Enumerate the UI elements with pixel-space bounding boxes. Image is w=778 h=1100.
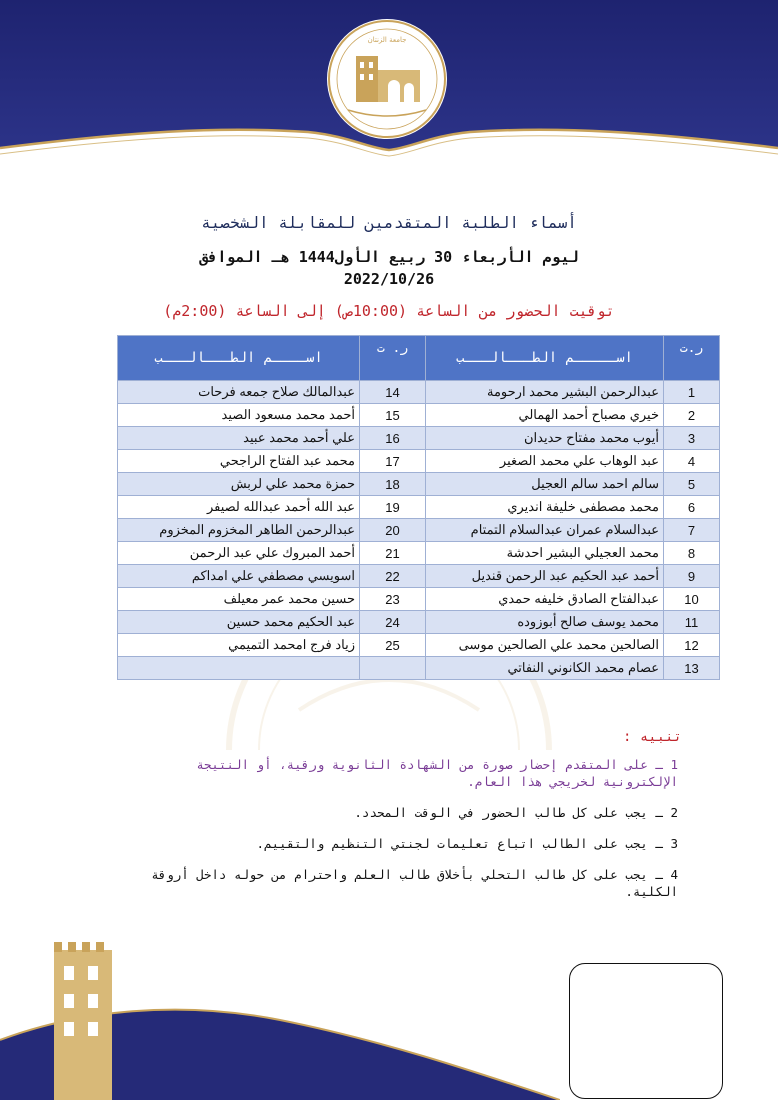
student-name: عبدالفتاح الصادق خليفه حمدي xyxy=(426,588,664,611)
row-number: 10 xyxy=(664,588,720,611)
student-name: عبد الوهاب علي محمد الصغير xyxy=(426,450,664,473)
row-number: 21 xyxy=(360,542,426,565)
row-number: 24 xyxy=(360,611,426,634)
row-number: 5 xyxy=(664,473,720,496)
row-number: 8 xyxy=(664,542,720,565)
row-number: 22 xyxy=(360,565,426,588)
table-row xyxy=(118,542,720,565)
student-name: أحمد محمد مسعود الصيد xyxy=(118,404,360,427)
table-row xyxy=(118,496,720,519)
row-number: 16 xyxy=(360,427,426,450)
notice-title: تنبيه : xyxy=(622,729,682,745)
table-row xyxy=(118,588,720,611)
notice-item: 3 ـ يجب على الطالب اتباع تعليمات لجنتي التنظيم والتقييم. xyxy=(256,836,678,851)
student-name: زياد فرج امحمد التميمي xyxy=(118,634,360,657)
table-row xyxy=(118,381,720,404)
row-number: 12 xyxy=(664,634,720,657)
student-name: سالم احمد سالم العجيل xyxy=(426,473,664,496)
header-name-left: اســــم الطـــالـــب xyxy=(118,336,360,381)
student-name: محمد عبد الفتاح الراجحي xyxy=(118,450,360,473)
table-row xyxy=(118,565,720,588)
student-name: محمد مصطفى خليفة انديري xyxy=(426,496,664,519)
row-number: 7 xyxy=(664,519,720,542)
student-name: خيري مصباح أحمد الهمالي xyxy=(426,404,664,427)
svg-text:جامعة الزنتان: جامعة الزنتان xyxy=(367,36,407,44)
table-header-row xyxy=(118,336,720,381)
row-number: 23 xyxy=(360,588,426,611)
row-number: 17 xyxy=(360,450,426,473)
page-title: أسماء الطلبة المتقدمين للمقابلة الشخصية xyxy=(201,213,577,232)
student-name: عبدالرحمن البشير محمد ارحومة xyxy=(426,381,664,404)
table-row xyxy=(118,634,720,657)
row-number xyxy=(360,657,426,680)
row-number: 19 xyxy=(360,496,426,519)
row-number: 9 xyxy=(664,565,720,588)
row-number: 4 xyxy=(664,450,720,473)
student-name: حسين محمد عمر معيلف xyxy=(118,588,360,611)
row-number: 25 xyxy=(360,634,426,657)
date-line: ليوم الأربعاء 30 ربيع الأول1444 هـ الموافق xyxy=(199,248,579,266)
table-row xyxy=(118,450,720,473)
student-name: أحمد المبروك علي عبد الرحمن xyxy=(118,542,360,565)
student-name: عبد الله أحمد عبدالله لصيفر xyxy=(118,496,360,519)
student-name: عبد الحكيم محمد حسين xyxy=(118,611,360,634)
student-name: محمد يوسف صالح أبوزوده xyxy=(426,611,664,634)
stamp-box xyxy=(569,963,723,1099)
attendance-time: توقيت الحضور من الساعة (10:00ص) إلى الساعة (2:00م) xyxy=(163,302,615,320)
notice-item: 1 ـ على المتقدم إحضار صورة من الشهادة الثانوية ورقية، أو النتيجة الإلكترونية لخريجي هذا العام. xyxy=(196,757,678,789)
student-name: أحمد عبد الحكيم عبد الرحمن قنديل xyxy=(426,565,664,588)
student-name: علي أحمد محمد عبيد xyxy=(118,427,360,450)
students-table xyxy=(117,335,720,680)
table-row xyxy=(118,611,720,634)
student-name: عبدالرحمن الطاهر المخزوم المخزوم xyxy=(118,519,360,542)
student-name: حمزة محمد علي لربش xyxy=(118,473,360,496)
row-number: 20 xyxy=(360,519,426,542)
student-name: الصالحين محمد علي الصالحين موسى xyxy=(426,634,664,657)
table-row xyxy=(118,473,720,496)
university-logo xyxy=(326,18,448,140)
date-gregorian: 2022/10/26 xyxy=(343,270,435,288)
header-number-left: ر. ت xyxy=(360,336,426,381)
row-number: 3 xyxy=(664,427,720,450)
student-name: محمد العجيلي البشير احدشة xyxy=(426,542,664,565)
table-row xyxy=(118,404,720,427)
student-name xyxy=(118,657,360,680)
header-name-right: اســـــم الطـــالـــب xyxy=(426,336,664,381)
student-name: عبدالسلام عمران عبدالسلام التمتام xyxy=(426,519,664,542)
table-row xyxy=(118,657,720,680)
row-number: 13 xyxy=(664,657,720,680)
row-number: 14 xyxy=(360,381,426,404)
notice-item: 4 ـ يجب على كل طالب التحلي بأخلاق طالب العلم واحترام من حوله داخل أروقة الكلية. xyxy=(151,867,678,899)
table-row xyxy=(118,427,720,450)
row-number: 18 xyxy=(360,473,426,496)
row-number: 11 xyxy=(664,611,720,634)
notice-list xyxy=(120,756,678,914)
row-number: 6 xyxy=(664,496,720,519)
student-name: اسويسي مصطفي علي امداكم xyxy=(118,565,360,588)
header-number-right: ر.ت xyxy=(664,336,720,381)
student-name: عصام محمد الكانوني النفاتي xyxy=(426,657,664,680)
row-number: 2 xyxy=(664,404,720,427)
footer-decoration xyxy=(0,930,560,1100)
notice-item: 2 ـ يجب على كل طالب الحضور في الوقت المحدد. xyxy=(354,805,678,820)
row-number: 1 xyxy=(664,381,720,404)
student-name: أيوب محمد مفتاح حديدان xyxy=(426,427,664,450)
table-row xyxy=(118,519,720,542)
student-name: عبدالمالك صلاح جمعه فرحات xyxy=(118,381,360,404)
row-number: 15 xyxy=(360,404,426,427)
